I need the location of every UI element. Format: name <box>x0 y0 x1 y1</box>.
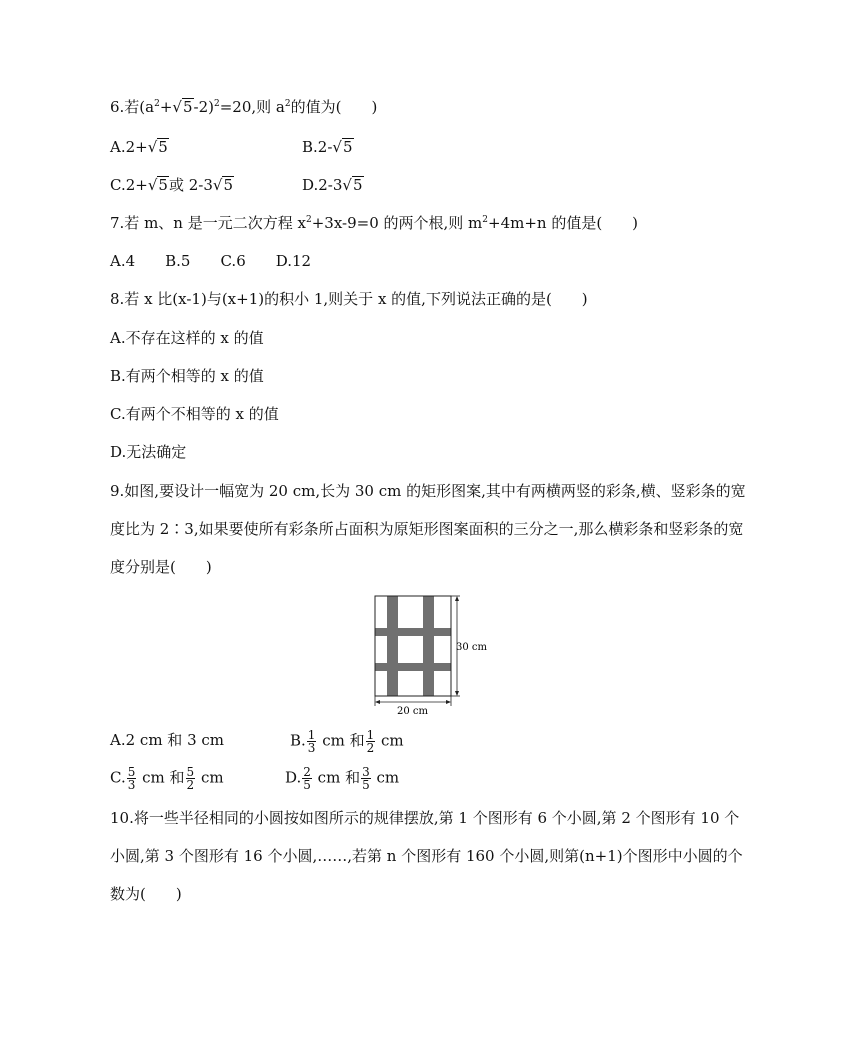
denominator: 2 <box>366 741 375 755</box>
denominator: 5 <box>362 778 370 792</box>
radicand: 5 <box>352 176 363 194</box>
numerator: 1 <box>307 728 316 742</box>
text: A.2+ <box>110 138 148 156</box>
arrow-left-icon <box>375 700 380 704</box>
radicand: 5 <box>223 176 233 194</box>
arrow-right-icon <box>446 700 451 704</box>
arrow-up-icon <box>455 596 459 601</box>
denominator: 5 <box>303 778 311 792</box>
text: cm <box>376 731 404 750</box>
horizontal-stripe <box>375 663 451 671</box>
text: cm <box>196 768 224 787</box>
text: 6.若(a <box>110 98 155 116</box>
text: D.2-3 <box>302 176 343 194</box>
numerator: 5 <box>186 765 195 779</box>
fraction <box>302 766 312 791</box>
question-6-option-b <box>302 136 354 158</box>
text: -2) <box>193 98 214 116</box>
arrow-down-icon <box>455 691 459 696</box>
text: B.2- <box>302 138 333 156</box>
fraction <box>186 766 196 791</box>
vertical-stripe <box>423 596 434 696</box>
numerator: 1 <box>366 728 375 742</box>
text: +4m+n 的值是( ) <box>488 214 639 232</box>
question-6-option-d <box>302 174 364 196</box>
text: cm <box>371 768 400 787</box>
text: cm 和 <box>137 768 185 787</box>
denominator: 3 <box>127 778 136 792</box>
superscript: 2 <box>154 99 160 109</box>
text: C.2+ <box>110 176 148 194</box>
superscript: 2 <box>284 99 291 109</box>
sqrt: √5 <box>172 98 193 116</box>
question-8-option-b: B.有两个相等的 x 的值 <box>110 367 264 385</box>
superscript: 2 <box>214 99 220 109</box>
denominator: 2 <box>186 778 195 792</box>
sqrt: √5 <box>212 176 233 194</box>
question-7-stem <box>110 212 638 234</box>
horizontal-stripe <box>375 628 451 636</box>
vertical-stripe <box>387 596 398 696</box>
question-8-stem: 8.若 x 比(x-1)与(x+1)的积小 1,则关于 x 的值,下列说法正确的是( ) <box>110 290 588 308</box>
sqrt: √5 <box>342 176 363 194</box>
rectangle-pattern-figure <box>360 588 500 720</box>
sqrt: √5 <box>332 138 353 156</box>
numerator: 2 <box>303 765 311 779</box>
question-10-stem: 10.将一些半径相同的小圆按如图所示的规律摆放,第 1 个图形有 6 个小圆,第 2 个图形有 10 个小圆,第 3 个图形有 16 个小圆,……,若第 n 个图形有 160 个小圆,则第(n+1)个图形中小圆的个数为( ) <box>110 809 743 903</box>
text: C. <box>110 768 126 787</box>
question-9-option-d <box>285 766 399 791</box>
text: +3x-9=0 的两个根,则 m <box>311 214 483 232</box>
numerator: 5 <box>127 765 136 779</box>
text: cm 和 <box>317 731 365 750</box>
sqrt: √5 <box>147 176 168 194</box>
rectangle-outline <box>375 596 451 696</box>
numerator: 3 <box>362 765 370 779</box>
height-label: 30 cm <box>456 642 487 653</box>
text: D. <box>285 768 302 787</box>
fraction <box>127 766 137 791</box>
question-9-stem: 9.如图,要设计一幅宽为 20 cm,长为 30 cm 的矩形图案,其中有两横两竖的彩条,横、竖彩条的宽度比为 2∶3,如果要使所有彩条所占面积为原矩形图案面积的三分之一,那么横彩条和竖彩条的宽度分别是( ) <box>110 482 746 576</box>
width-label: 20 cm <box>397 706 428 716</box>
question-8-option-d: D.无法确定 <box>110 443 187 461</box>
figure-svg <box>360 588 500 716</box>
question-9-option-c <box>110 766 224 791</box>
question-8-option-c: C.有两个不相等的 x 的值 <box>110 405 279 423</box>
text: =20,则 a <box>219 98 285 116</box>
text: + <box>159 98 173 116</box>
sqrt: √5 <box>147 138 168 156</box>
fraction <box>307 729 317 754</box>
fraction <box>366 729 376 754</box>
superscript: 2 <box>305 215 312 225</box>
text: B. <box>290 731 306 750</box>
question-8-option-a: A.不存在这样的 x 的值 <box>110 329 264 347</box>
text: 的值为( ) <box>290 98 378 116</box>
text: 或 2-3 <box>168 176 213 194</box>
question-7-options: A.4 B.5 C.6 D.12 <box>110 252 312 270</box>
radicand: 5 <box>158 176 168 194</box>
superscript: 2 <box>482 215 488 225</box>
denominator: 3 <box>307 741 316 755</box>
radicand: 5 <box>342 138 353 156</box>
question-6-option-c <box>110 174 234 196</box>
radicand: 5 <box>182 98 193 116</box>
question-9-option-a: A.2 cm 和 3 cm <box>110 731 225 749</box>
text: 7.若 m、n 是一元二次方程 x <box>110 214 306 232</box>
question-6-option-a <box>110 136 169 158</box>
text: cm 和 <box>312 768 361 787</box>
question-9-option-b <box>290 729 404 754</box>
question-6-stem <box>110 96 377 118</box>
radicand: 5 <box>158 138 168 156</box>
fraction <box>361 766 371 791</box>
